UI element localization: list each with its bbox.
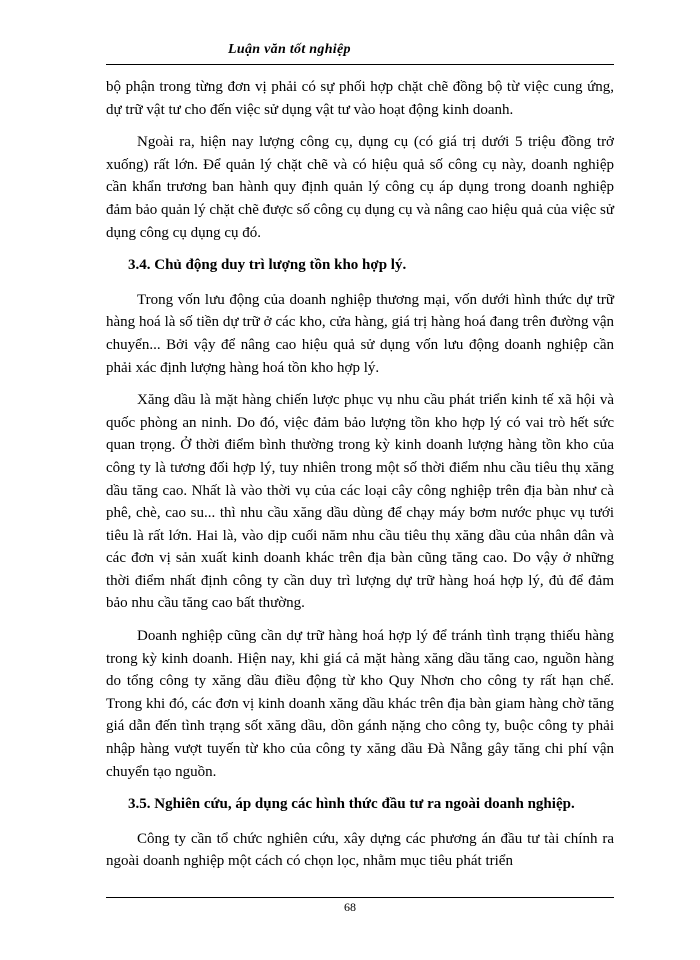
paragraph-working-capital: Trong vốn lưu động của doanh nghiệp thương mại, vốn dưới hình thức dự trữ hàng hoá là số tiền dự trữ ở các kho, cửa hàng, giá trị hàng hoá đang trên đường vận chuyển... Bởi vậy để nâng cao hiệu quả sử dụng vốn lưu động doanh nghiệp cần phải xác định lượng hàng hoá tồn kho hợp lý. <box>106 291 614 376</box>
paragraph-continuation: bộ phận trong từng đơn vị phải có sự phối hợp chặt chẽ đồng bộ từ việc cung ứng, dự trữ vật tư cho đến việc sử dụng vật tư vào hoạt động kinh doanh. <box>106 79 614 118</box>
page-number: 68 <box>344 900 356 914</box>
header-divider <box>106 64 614 65</box>
body-text <box>106 76 614 883</box>
section-heading-3-5: 3.5. Nghiên cứu, áp dụng các hình thức đầu tư ra ngoài doanh nghiệp. <box>128 796 575 813</box>
section-heading-3-4: 3.4. Chủ động duy trì lượng tồn kho hợp lý. <box>128 257 407 274</box>
paragraph-tools-management: Ngoài ra, hiện nay lượng công cụ, dụng cụ (có giá trị dưới 5 triệu đồng trở xuống) rất lớn. Để quản lý chặt chẽ và có hiệu quả số công cụ này, doanh nghiệp cần khẩn trương ban hành quy định quản lý công cụ áp dụng trong doanh nghiệp đảm bảo quản lý chặt chẽ được số công cụ dụng cụ và nâng cao hiệu quả của việc sử dụng công cụ dụng cụ đó. <box>106 134 614 241</box>
paragraph-financial-investment: Công ty cần tổ chức nghiên cứu, xây dựng các phương án đầu tư tài chính ra ngoài doanh nghiệp một cách có chọn lọc, nhằm mục tiêu phát triển <box>106 830 614 870</box>
paragraph-inventory-shortage: Doanh nghiệp cũng cần dự trữ hàng hoá hợp lý để tránh tình trạng thiếu hàng trong kỳ kinh doanh. Hiện nay, khi giá cả mặt hàng xăng dầu tăng cao, nguồn hàng do tổng công ty xăng dầu điều động từ kho Quy Nhơn cho công ty rất hạn chế. Trong khi đó, các đơn vị kinh doanh xăng dầu khác trên địa bàn giam hàng chờ tăng giá dẫn đến tình trạng sốt xăng dầu, dồn gánh nặng cho công ty, buộc công ty phải nhập hàng vượt tuyến từ kho của công ty xăng dầu Đà Nẵng gây tăng chi phí vận chuyển tạo nguồn. <box>106 628 614 780</box>
running-header: Luận văn tốt nghiệp <box>228 42 351 57</box>
footer-divider <box>106 897 614 898</box>
paragraph-fuel-strategy: Xăng dầu là mặt hàng chiến lược phục vụ nhu cầu phát triển kinh tế xã hội và quốc phòng an ninh. Do đó, việc đảm bảo lượng tồn kho hợp lý có vai trò hết sức quan trọng. Ở thời điểm bình thường trong kỳ kinh doanh lượng hàng tồn kho của công ty là tương đối hợp lý, tuy nhiên trong một số thời điểm nhu cầu tiêu thụ xăng dầu tăng cao. Nhất là vào thời vụ của các loại cây công nghiệp trên địa bàn như cà phê, chè, cao su... thì nhu cầu xăng dầu dùng để chạy máy bơm nước phục vụ tưới tiêu là rất lớn. Hai là, vào dịp cuối năm nhu cầu tiêu thụ xăng dầu của nhân dân và các đơn vị sản xuất kinh doanh khác trên địa bàn cũng tăng cao. Do vậy ở những thời điểm nhất định công ty cần duy trì lượng dự trữ hàng hoá hợp lý, đủ để đảm bảo nhu cầu tăng cao bất thường. <box>106 392 614 612</box>
